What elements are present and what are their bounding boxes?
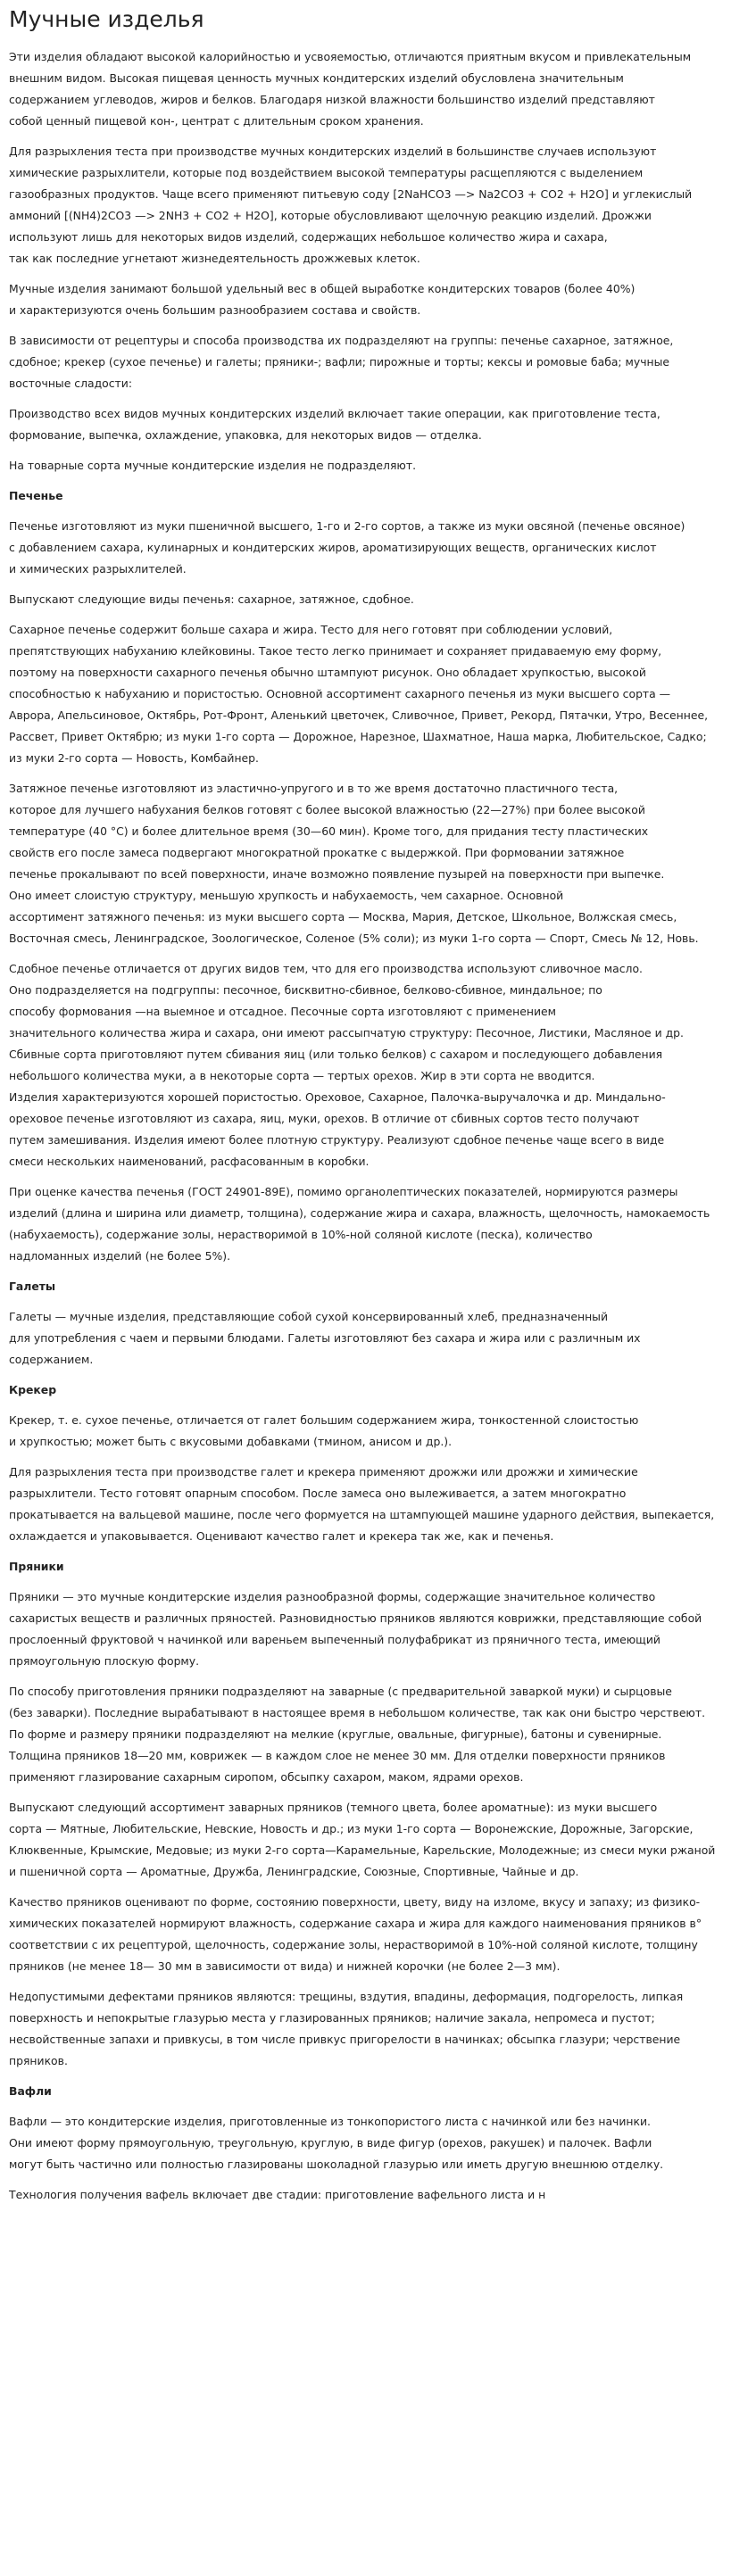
paragraph-line: Технология получения вафель включает две стадии: приготовление вафельного листа и н <box>9 2188 546 2201</box>
paragraph-line: Оно подразделяется на подгруппы: песочное, бисквитно-сбивное, белково-сбивное, миндальное; по <box>9 983 602 997</box>
paragraph-line: Изделия характеризуются хорошей пористостью. Ореховое, Сахарное, Палочка-выручалочка и др. Миндально- <box>9 1090 666 1104</box>
paragraph-line: содержанием. <box>9 1353 94 1366</box>
paragraph-line: восточные сладости: <box>9 377 132 390</box>
paragraph-line: так как последние угнетают жизнедеятельность дрожжевых клеток. <box>9 252 420 265</box>
paragraph-line: Восточная смесь, Ленинградское, Зоологическое, Соленое (5% соли); из муки 1-го сорта — Спорт, Смесь № 12, Новь. <box>9 932 699 945</box>
paragraph-line: изделий (длина и ширина или диаметр, толщина), содержание жира и сахара, влажность, щелочность, намокаемость <box>9 1206 710 1220</box>
paragraph-line: содержанием углеводов, жиров и белков. Благодаря низкой влажности большинство изделий представляют <box>9 93 655 106</box>
paragraph-line: охлаждается и упаковывается. Оценивают качество галет и крекера так же, как и печенья. <box>9 1529 554 1543</box>
article-body <box>9 46 747 2206</box>
paragraph-line: Мучные изделия занимают большой удельный вес в общей выработке кондитерских товаров (более 40%) <box>9 282 636 295</box>
paragraph <box>9 46 747 132</box>
paragraph-line: и характеризуются очень большим разнообразием состава и свойств. <box>9 303 421 317</box>
paragraph <box>9 278 747 321</box>
paragraph <box>9 1181 747 1267</box>
paragraph-line: сдобное; крекер (сухое печенье) и галеты; пряники-; вафли; пирожные и торты; кексы и ромовые баба; мучные <box>9 355 670 369</box>
paragraph <box>9 455 747 476</box>
paragraph-line: ореховое печенье изготовляют из сахара, яиц, муки, орехов. В отличие от сбивных сортов тесто получают <box>9 1112 640 1125</box>
paragraph-line: прослоенный фруктовой ч начинкой или вареньем выпеченный полуфабрикат из пряничного теста, имеющий <box>9 1633 660 1646</box>
paragraph-line: пряников (не менее 18— 30 мм в зависимости от вида) и нижней корочки (не более 2—3 мм). <box>9 1959 561 1973</box>
paragraph-line: Затяжное печенье изготовляют из эластично-упругого и в то же время достаточно пластичного теста, <box>9 782 619 795</box>
paragraph-line: смеси нескольких наименований, расфасованным в коробки. <box>9 1155 370 1168</box>
paragraph-line: из муки 2-го сорта — Новость, Комбайнер. <box>9 751 259 765</box>
paragraph-line: Выпускают следующие виды печенья: сахарное, затяжное, сдобное. <box>9 592 414 606</box>
paragraph-line: прокатывается на вальцевой машине, после чего формуется на штампующей машине ударного действия, выпекается, <box>9 1508 715 1521</box>
paragraph <box>9 516 747 580</box>
paragraph <box>9 958 747 1172</box>
paragraph-line: сахаристых веществ и различных пряностей. Разновидностью пряников являются коврижки, представляющие собой <box>9 1611 702 1625</box>
paragraph-line: Сахарное печенье содержит больше сахара и жира. Тесто для него готовят при соблюдении условий, <box>9 623 613 636</box>
paragraph-line: способностью к набуханию и пористостью. Основной ассортимент сахарного печенья из муки высшего сорта — <box>9 687 671 700</box>
paragraph-line: собой ценный пищевой кон-, центрат с длительным сроком хранения. <box>9 114 424 128</box>
paragraph-line: ассортимент затяжного печенья: из муки высшего сорта — Москва, Мария, Детское, Школьное, Волжская смесь, <box>9 910 677 924</box>
paragraph-line: химические разрыхлители, которые под воздействием высокой температуры расщепляются с выделением <box>9 166 644 179</box>
paragraph-line: соответствии с их рецептурой, щелочность, содержание золы, нерастворимой в 10%-ной соляной кислоте, толщину <box>9 1938 698 1951</box>
paragraph-line: Недопустимыми дефектами пряников являются: трещины, вздутия, впадины, деформация, подгорелость, липкая <box>9 1990 684 2003</box>
paragraph-line: химических показателей нормируют влажность, содержание сахара и жира для каждого наименования пряников в° <box>9 1917 702 1930</box>
paragraph-line: аммоний [(NH4)2CO3 —> 2NH3 + CO2 + H2O], которые обусловливают щелочную реакцию изделий. Дрожжи <box>9 209 652 222</box>
section-heading: Галеты <box>9 1280 56 1293</box>
paragraph-line: Толщина пряников 18—20 мм, коврижек — в каждом слое не менее 30 мм. Для отделки поверхности пряников <box>9 1749 666 1762</box>
paragraph-line: Рассвет, Привет Октябрю; из муки 1-го сорта — Дорожное, Нарезное, Шахматное, Наша марка, Любительское, Садко; <box>9 730 707 743</box>
paragraph-line: несвойственные запахи и привкусы, в том числе привкус пригорелости в начинках; обсыпка глазури; черствение <box>9 2033 681 2046</box>
paragraph <box>9 2111 747 2175</box>
paragraph-line: Галеты — мучные изделия, представляющие собой сухой консервированный хлеб, предназначенный <box>9 1310 609 1323</box>
paragraph-line: Печенье изготовляют из муки пшеничной высшего, 1-го и 2-го сортов, а также из муки овсяной (печенье овсяное) <box>9 519 685 533</box>
paragraph-line: газообразных продуктов. Чаще всего применяют питьевую соду [2NaHCO3 —> Na2CO3 + CO2 + H2O] и углекислый <box>9 187 693 201</box>
paragraph <box>9 1306 747 1371</box>
paragraph-line: способу формования —на выемное и отсадное. Песочные сорта изготовляют с применением <box>9 1005 556 1018</box>
paragraph-line: (набухаемость), содержание золы, нерастворимой в 10%-ной соляной кислоте (песка), количество <box>9 1228 593 1241</box>
paragraph-line: и хрупкостью; может быть с вкусовыми добавками (тмином, анисом и др.). <box>9 1435 453 1448</box>
paragraph-line: (без заварки). Последние вырабатывают в настоящее время в небольшом количестве, так как они быстро черствеют. <box>9 1706 706 1719</box>
paragraph-line: В зависимости от рецептуры и способа производства их подразделяют на группы: печенье сахарное, затяжное, <box>9 334 674 347</box>
paragraph <box>9 1410 747 1453</box>
paragraph <box>9 619 747 769</box>
paragraph <box>9 1681 747 1788</box>
paragraph-line: путем замешивания. Изделия имеют более плотную структуру. Реализуют сдобное печенье чаще всего в виде <box>9 1133 665 1147</box>
paragraph-line: По способу приготовления пряники подразделяют на заварные (с предварительной заваркой муки) и сырцовые <box>9 1685 672 1698</box>
paragraph-line: надломанных изделий (не более 5%). <box>9 1249 231 1263</box>
paragraph-line: Клюквенные, Крымские, Медовые; из муки 2-го сорта—Карамельные, Карельские, Молодежные; из смеси муки ржаной <box>9 1843 716 1857</box>
paragraph-line: По форме и размеру пряники подразделяют на мелкие (круглые, овальные, фигурные), батоны и сувенирные. <box>9 1727 662 1741</box>
paragraph <box>9 141 747 269</box>
paragraph-line: Сбивные сорта приготовляют путем сбивания яиц (или только белков) с сахаром и последующего добавления <box>9 1048 663 1061</box>
paragraph-line: небольшого количества муки, а в некоторые сорта — тертых орехов. Жир в эти сорта не вводится. <box>9 1069 595 1082</box>
section-heading: Печенье <box>9 489 63 502</box>
paragraph <box>9 330 747 394</box>
paragraph <box>9 1797 747 1883</box>
paragraph-line: Вафли — это кондитерские изделия, приготовленные из тонкопористого листа с начинкой или без начинки. <box>9 2115 651 2128</box>
paragraph-line: При оценке качества печенья (ГОСТ 24901-89Е), помимо органолептических показателей, нормируются размеры <box>9 1185 678 1198</box>
paragraph <box>9 589 747 610</box>
paragraph-line: которое для лучшего набухания белков готовят с более высокой влажностью (22—27%) при более высокой <box>9 803 645 816</box>
paragraph-line: Аврора, Апельсиновое, Октябрь, Рот-Фронт, Аленький цветочек, Сливочное, Привет, Рекорд, Пятачки, Утро, Весеннее, <box>9 708 709 722</box>
paragraph-line: и химических разрыхлителей. <box>9 562 187 576</box>
section-heading: Пряники <box>9 1560 64 1573</box>
paragraph-line: Для разрыхления теста при производстве галет и крекера применяют дрожжи или дрожжи и химические <box>9 1465 638 1479</box>
paragraph-line: На товарные сорта мучные кондитерские изделия не подразделяют. <box>9 459 417 472</box>
paragraph-line: могут быть частично или полностью глазированы шоколадной глазурью или иметь другую внешнюю отделку. <box>9 2158 664 2171</box>
paragraph-line: значительного количества жира и сахара, они имеют рассыпчатую структуру: Песочное, Листики, Масляное и др. <box>9 1026 684 1040</box>
paragraph-line: температуре (40 °С) и более длительное время (30—60 мин). Кроме того, для придания тесту пластических <box>9 824 649 838</box>
paragraph <box>9 2184 747 2206</box>
paragraph-line: сорта — Мятные, Любительские, Невские, Новость и др.; из муки 1-го сорта — Воронежские, Дорожные, Загорские, <box>9 1822 694 1835</box>
paragraph-line: Производство всех видов мучных кондитерских изделий включает такие операции, как приготовление теста, <box>9 407 660 420</box>
paragraph-line: и пшеничной сорта — Ароматные, Дружба, Ленинградские, Союзные, Спортивные, Чайные и др. <box>9 1865 579 1878</box>
paragraph-line: препятствующих набуханию клейковины. Такое тесто легко принимает и сохраняет придаваемую ему форму, <box>9 644 662 658</box>
section-heading: Крекер <box>9 1383 57 1396</box>
paragraph-line: Качество пряников оценивают по форме, состоянию поверхности, цвету, виду на изломе, вкусу и запаху; из физико- <box>9 1895 701 1909</box>
paragraph-line: формование, выпечка, охлаждение, упаковка, для некоторых видов — отделка. <box>9 428 482 442</box>
paragraph-line: поэтому на поверхности сахарного печенья обычно штампуют рисунок. Оно обладает хрупкостью, высокой <box>9 666 646 679</box>
paragraph-line: Сдобное печенье отличается от других видов тем, что для его производства используют сливочное масло. <box>9 962 643 975</box>
paragraph-line: свойств его после замеса подвергают многократной прокатке с выдержкой. При формовании затяжное <box>9 846 625 859</box>
paragraph-line: прямоугольную плоскую форму. <box>9 1654 200 1668</box>
paragraph-line: Выпускают следующий ассортимент заварных пряников (темного цвета, более ароматные): из муки высшего <box>9 1801 658 1814</box>
paragraph <box>9 1586 747 1672</box>
paragraph <box>9 403 747 446</box>
paragraph-line: Для разрыхления теста при производстве мучных кондитерских изделий в большинстве случаев используют <box>9 145 657 158</box>
paragraph-line: Пряники — это мучные кондитерские изделия разнообразной формы, содержащие значительное количество <box>9 1590 656 1603</box>
paragraph-line: пряников. <box>9 2054 68 2067</box>
paragraph <box>9 1462 747 1547</box>
paragraph <box>9 1892 747 1977</box>
paragraph <box>9 1986 747 2072</box>
paragraph-line: используют лишь для некоторых видов изделий, содержащих небольшое количество жира и сахара, <box>9 230 608 244</box>
paragraph-line: разрыхлители. Тесто готовят опарным способом. После замеса оно вылеживается, а затем многократно <box>9 1487 627 1500</box>
paragraph-line: Они имеют форму прямоугольную, треугольную, круглую, в виде фигур (орехов, ракушек) и палочек. Вафли <box>9 2136 652 2149</box>
paragraph-line: применяют глазирование сахарным сиропом, обсыпку сахаром, маком, ядрами орехов. <box>9 1770 524 1784</box>
paragraph-line: Оно имеет слоистую структуру, меньшую хрупкость и набухаемость, чем сахарное. Основной <box>9 889 564 902</box>
paragraph-line: с добавлением сахара, кулинарных и кондитерских жиров, ароматизирующих веществ, органических кислот <box>9 541 657 554</box>
page-title: Мучные изделья <box>9 6 204 32</box>
paragraph-line: для употребления с чаем и первыми блюдами. Галеты изготовляют без сахара и жира или с различным их <box>9 1331 641 1345</box>
paragraph-line: поверхность и непокрытые глазурью места у глазированных пряников; наличие закала, непромеса и пустот; <box>9 2011 655 2025</box>
paragraph-line: Эти изделия обладают высокой калорийностью и усвояемостью, отличаются приятным вкусом и привлекательным <box>9 50 692 63</box>
paragraph-line: печенье прокалывают по всей поверхности, иначе возможно появление пузырей на поверхности при выпечке. <box>9 867 665 881</box>
paragraph-line: внешним видом. Высокая пищевая ценность мучных кондитерских изделий обусловлена значительным <box>9 71 624 85</box>
paragraph-line: Крекер, т. е. сухое печенье, отличается от галет большим содержанием жира, тонкостенной слоистостью <box>9 1413 639 1427</box>
section-heading: Вафли <box>9 2084 52 2098</box>
paragraph <box>9 778 747 949</box>
